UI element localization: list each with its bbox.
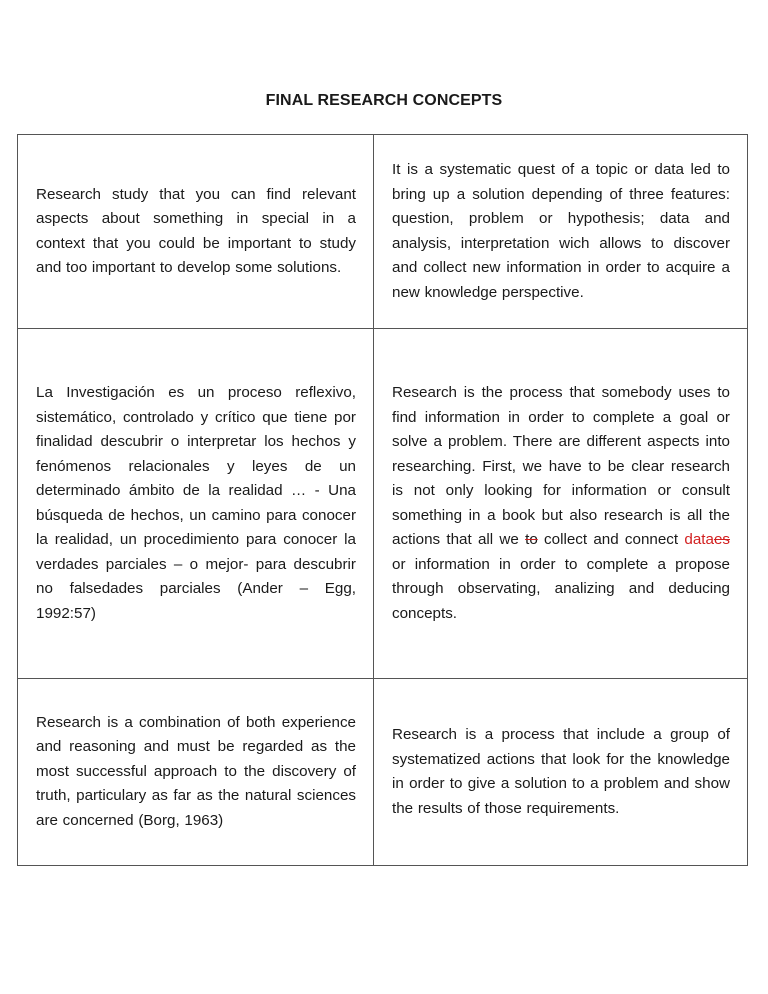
struck-suffix: es xyxy=(713,531,730,548)
concept-cell-left: La Investigación es un proceso reflexivo, sistemático, controlado y crítico que tiene por finalidad descubrir o interpretar los hechos y fenómenos relacionales y leyes de un determinado ámbito de la realidad … - Una búsqueda de hechos, un camino para conocer la realidad, un procedimiento para conocer la verdades parciales – o mejor- para descubrir no falsedades parciales (Ander – Egg, 1992:57) xyxy=(18,329,374,679)
concepts-table xyxy=(17,134,748,866)
concept-text: or information in order to complete a propose through observating, analizing and deducing concepts. xyxy=(392,555,730,622)
concept-cell-left: Research is a combination of both experience and reasoning and must be regarded as the most successful approach to the discovery of truth, particulary as far as the natural sciences are concerned (Borg, 1963) xyxy=(18,679,374,866)
corrected-word xyxy=(684,531,730,548)
struck-word: to xyxy=(525,531,538,548)
table-row xyxy=(18,135,748,329)
table-row xyxy=(18,329,748,679)
concept-cell-right: Research is a process that include a group of systematized actions that look for the knowledge in order to give a solution to a problem and show the results of those requirements. xyxy=(374,679,748,866)
concept-cell-left: Research study that you can find relevant aspects about something in special in a context that you could be important to study and too important to develop some solutions. xyxy=(18,135,374,329)
concept-text: collect and connect xyxy=(544,531,679,548)
concept-text: Research is the process that somebody uses to find information in order to complete a goal or solve a problem. There are different aspects into researching. First, we have to be clear research is not only looking for information or consult something in a book but also research is all the actions that all we xyxy=(392,384,730,548)
concept-cell-right: It is a systematic quest of a topic or data led to bring up a solution depending of three features: question, problem or hypothesis; data and analysis, interpretation wich allows to discover and collect new information in order to acquire a new knowledge perspective. xyxy=(374,135,748,329)
page-title: FINAL RESEARCH CONCEPTS xyxy=(265,92,503,109)
table-row xyxy=(18,679,748,866)
corrected-word-base: data xyxy=(684,531,714,548)
concept-cell-right xyxy=(374,329,748,679)
